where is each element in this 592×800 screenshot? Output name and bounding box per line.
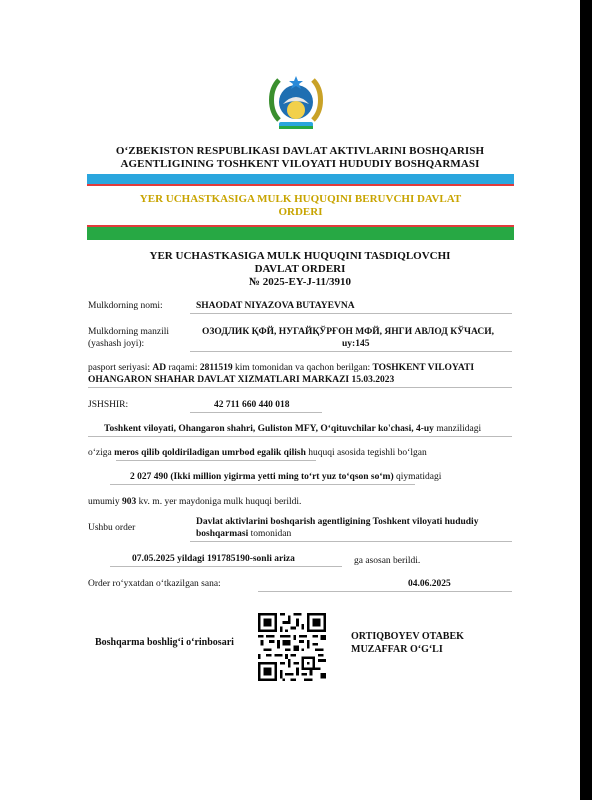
land-address: Toshkent viloyati, Ohangaron shahri, Guliston MFY, O‘qituvchilar ko'chasi, 4-uy xyxy=(104,424,434,434)
state-emblem-icon xyxy=(265,70,327,136)
area-value: 903 xyxy=(122,497,137,507)
passport-number: 2811519 xyxy=(199,363,233,373)
owner-address-line1: ОЗОДЛИК ҚФЙ, НУГАЙҚЎРҒОН МФЙ, ЯНГИ АВЛОД КЎЧАСИ, xyxy=(202,327,495,337)
passport-prefix: pasport seriyasi: xyxy=(88,363,151,373)
flag-stripe-green xyxy=(87,227,514,240)
owner-name-label: Mulkdorning nomi: xyxy=(88,301,163,311)
order-title-line1: YER UCHASTKASIGA MULK HUQUQINI TASDIQLOVCHI xyxy=(149,250,451,262)
order-number: № 2025-EY-J-11/3910 xyxy=(248,276,351,288)
date-label: Order ro‘yxatdan o‘tkazilgan sana: xyxy=(88,579,221,589)
right-prefix: o‘ziga xyxy=(88,448,112,458)
order-date: 04.06.2025 xyxy=(408,579,451,589)
value-suffix: qiymatidagi xyxy=(396,472,442,482)
land-address-underline xyxy=(88,436,512,437)
owner-address-underline xyxy=(190,351,512,352)
owner-address-line2: uy:145 xyxy=(342,339,370,349)
owner-name: SHAODAT NIYAZOVA BUTAYEVNA xyxy=(196,301,355,311)
issuer-line2: boshqarmasi xyxy=(196,529,249,539)
jshshir-value: 42 711 660 440 018 xyxy=(214,400,290,410)
flag-stripe-red-top xyxy=(87,184,514,186)
application-suffix: ga asosan berildi. xyxy=(354,556,421,566)
issuer-label: Ushbu order xyxy=(88,523,136,533)
value-text: 2 027 490 (Ikki million yigirma yetti ming to‘rt yuz to‘qson so‘m) xyxy=(130,472,394,482)
signatory-name-line2: MUZAFFAR O‘G‘LI xyxy=(351,644,443,655)
issued-by-line1: TOSHKENT VILOYATI xyxy=(372,363,475,373)
issuer-line2-wrap xyxy=(196,528,291,540)
jshshir-underline xyxy=(190,412,322,413)
owner-address-label-line1: Mulkdorning manzili xyxy=(88,327,170,337)
owner-address-label-line2: (yashash joyi): xyxy=(88,339,145,349)
value-underline xyxy=(110,484,415,485)
qr-code-icon[interactable] xyxy=(258,613,326,681)
right-suffix: huquqi asosida tegishli bo‘lgan xyxy=(308,448,427,458)
area-suffix: kv. m. yer maydoniga mulk huquqi berildi. xyxy=(138,497,302,507)
passport-line xyxy=(88,362,474,374)
order-title-line2: DAVLAT ORDERI xyxy=(254,263,346,275)
jshshir-label: JSHSHIR: xyxy=(88,400,129,410)
right-type: meros qilib qoldiriladigan umrbod egalik qilish xyxy=(114,448,306,458)
land-address-suffix: manzilidagi xyxy=(436,424,482,434)
value-line xyxy=(130,471,441,483)
issuer-underline xyxy=(190,541,512,542)
band-title-line1: YER UCHASTKASIGA MULK HUQUQINI BERUVCHI DAVLAT xyxy=(139,193,462,205)
application: 07.05.2025 yildagi 191785190-sonli ariza xyxy=(132,554,295,564)
area-line xyxy=(88,496,301,508)
issued-by-line2: OHANGARON SHAHAR DAVLAT XIZMATLARI MARKAZI 15.03.2023 xyxy=(88,375,395,385)
land-address-line xyxy=(104,423,481,435)
right-type-underline xyxy=(116,460,316,461)
issued-by-label: kim tomonidan va qachon berilgan: xyxy=(235,363,371,373)
band-title-line2: ORDERI xyxy=(278,206,323,218)
flag-stripe-blue xyxy=(87,174,514,184)
passport-number-label: raqami: xyxy=(168,363,198,373)
signatory-name-line1: ORTIQBOYEV OTABEK xyxy=(351,631,464,642)
owner-name-underline xyxy=(190,313,512,314)
right-type-line xyxy=(88,447,427,459)
signatory-position: Boshqarma boshlig‘i o‘rinbosari xyxy=(95,637,234,648)
org-name-line2: AGENTLIGINING TOSHKENT VILOYATI HUDUDIY BOSHQARMASI xyxy=(120,158,480,170)
band-title xyxy=(87,193,514,219)
application-underline xyxy=(110,566,342,567)
date-underline xyxy=(258,591,512,592)
org-name-line1: O‘ZBEKISTON RESPUBLIKASI DAVLAT AKTIVLARINI BOSHQARISH xyxy=(115,145,485,157)
passport-series: AD xyxy=(152,363,167,373)
issuer-suffix: tomonidan xyxy=(250,529,292,539)
issuer-line1: Davlat aktivlarini boshqarish agentligining Toshkent viloyati hududiy xyxy=(196,517,479,527)
passport-underline xyxy=(88,387,512,388)
area-prefix: umumiy xyxy=(88,497,120,507)
